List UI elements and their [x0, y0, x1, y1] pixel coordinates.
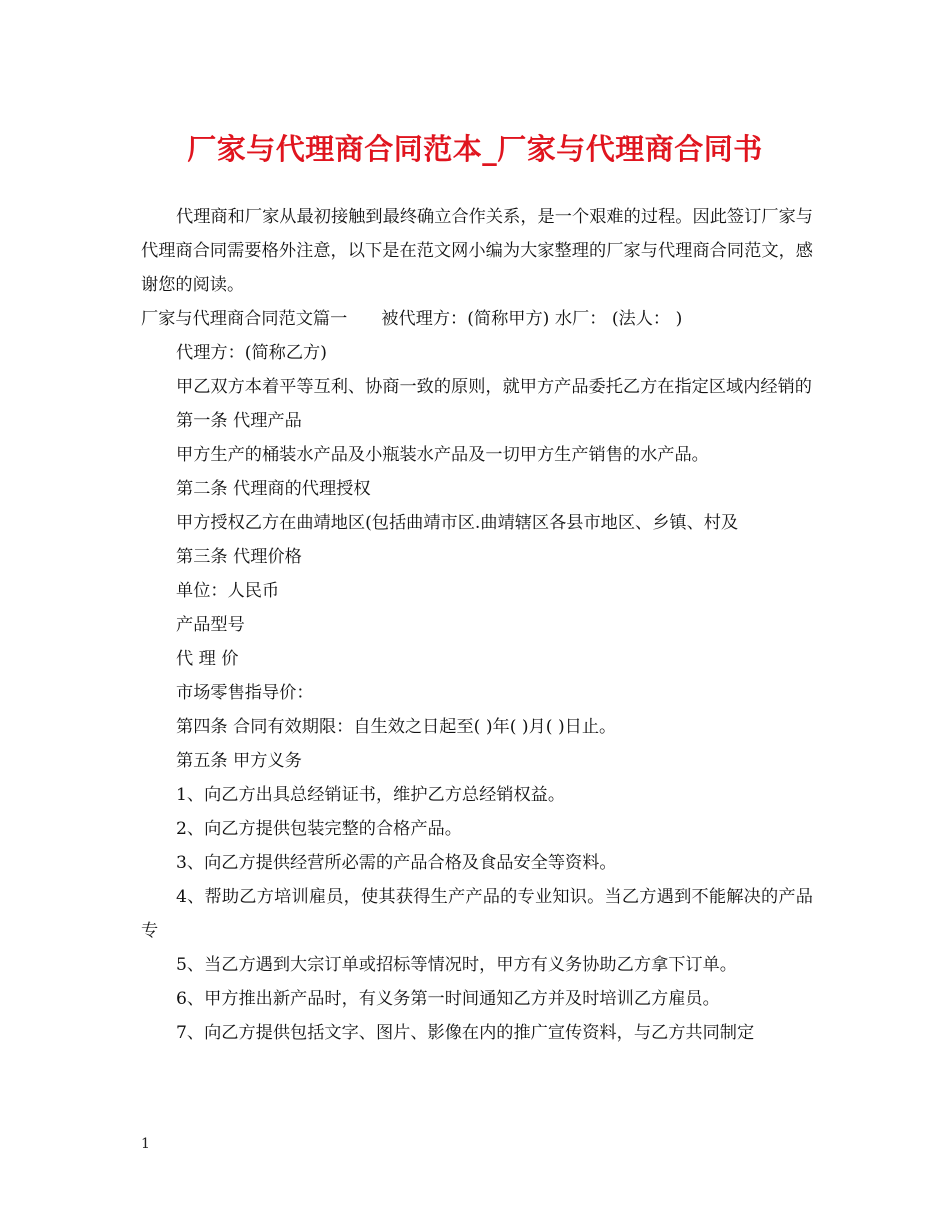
duty-item-6: 6、甲方推出新产品时，有义务第一时间通知乙方并及时培训乙方雇员。 — [176, 989, 720, 1009]
article-4-text: 第四条 合同有效期限：自生效之日起至( )年( )月( )日止。 — [176, 717, 617, 737]
page-number: 1 — [141, 1136, 150, 1152]
duty-item-3: 3、向乙方提供经营所必需的产品合格及食品安全等资料。 — [176, 853, 617, 873]
preamble-paragraph: 甲乙双方本着平等互利、协商一致的原则，就甲方产品委托乙方在指定区域内经销的 — [176, 377, 812, 397]
document-title: 厂家与代理商合同范本_厂家与代理商合同书 — [187, 132, 763, 166]
duty-item-5: 5、当乙方遇到大宗订单或招标等情况时，甲方有义务协助乙方拿下订单。 — [176, 955, 737, 975]
article-1-heading: 第一条 代理产品 — [176, 411, 302, 431]
unit-line: 单位：人民币 — [176, 581, 280, 601]
article-3-heading: 第三条 代理价格 — [176, 547, 302, 567]
sample-heading-line — [141, 302, 813, 336]
agent-line: 代理方：(简称乙方) — [176, 343, 327, 363]
principal-line: 被代理方：(简称甲方) 水厂： (法人： ) — [381, 309, 683, 329]
duty-item-1: 1、向乙方出具总经销证书，维护乙方总经销权益。 — [176, 785, 566, 805]
document-body — [141, 200, 813, 1050]
intro-paragraph: 代理商和厂家从最初接触到最终确立合作关系，是一个艰难的过程。因此签订厂家与代理商合同需要格外注意，以下是在范文网小编为大家整理的厂家与代理商合同范文，感谢您的阅读。 — [141, 207, 813, 295]
model-line: 产品型号 — [176, 615, 245, 635]
article-1-text: 甲方生产的桶装水产品及小瓶装水产品及一切甲方生产销售的水产品。 — [176, 445, 709, 465]
article-5-heading: 第五条 甲方义务 — [176, 751, 302, 771]
duty-item-7: 7、向乙方提供包括文字、图片、影像在内的推广宣传资料，与乙方共同制定 — [176, 1023, 755, 1043]
sample-heading: 厂家与代理商合同范文篇一 — [141, 309, 348, 329]
article-2-text: 甲方授权乙方在曲靖地区(包括曲靖市区.曲靖辖区各县市地区、乡镇、村及 — [176, 513, 739, 533]
duty-item-4: 4、帮助乙方培训雇员，使其获得生产产品的专业知识。当乙方遇到不能解决的产品专 — [141, 887, 813, 941]
retail-price-line: 市场零售指导价： — [176, 683, 314, 703]
article-2-heading: 第二条 代理商的代理授权 — [176, 479, 371, 499]
agent-price-line: 代 理 价 — [176, 649, 239, 669]
duty-item-2: 2、向乙方提供包装完整的合格产品。 — [176, 819, 462, 839]
